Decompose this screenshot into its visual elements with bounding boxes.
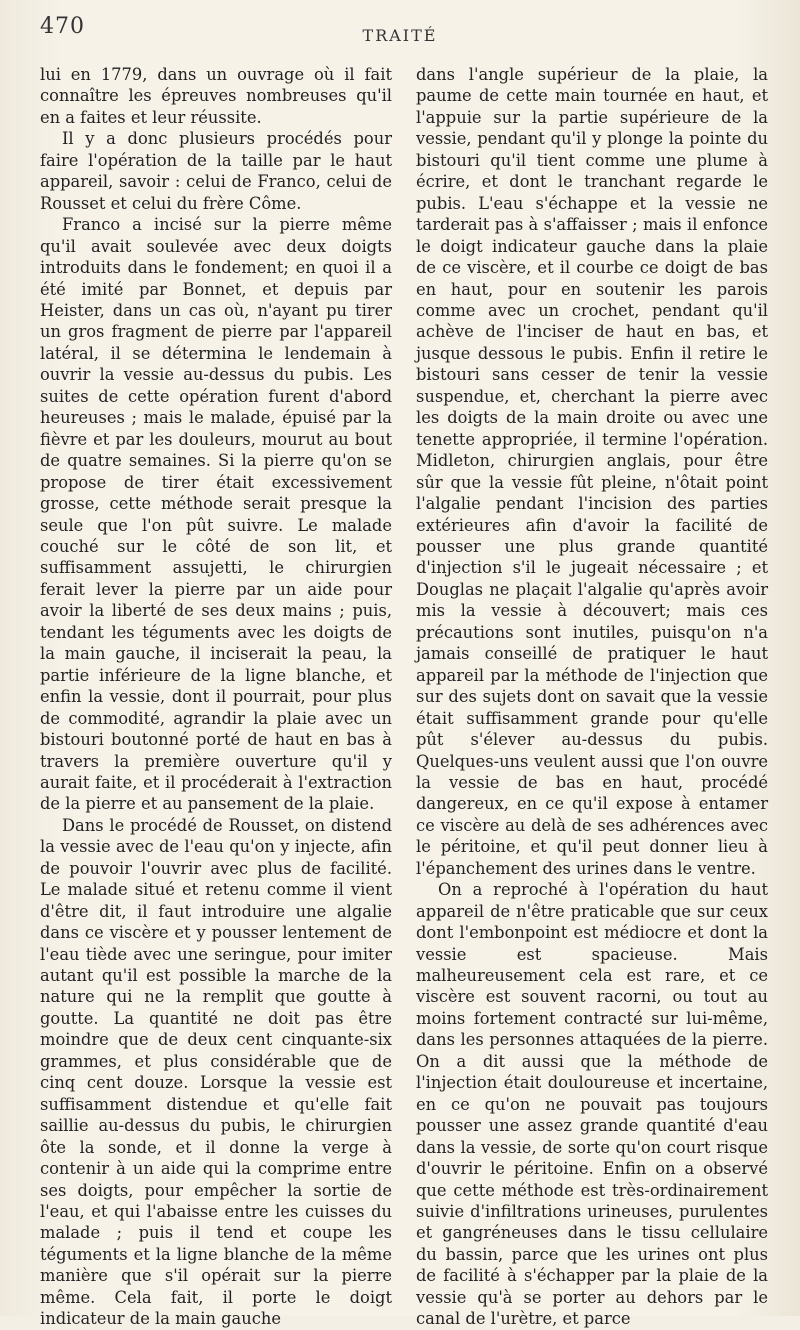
page-number: 470 [40, 14, 85, 39]
paragraph: lui en 1779, dans un ouvrage où il fait connaître les épreuves nombreuses qu'il en a faites et leur réussite. [40, 65, 392, 127]
left-text-column [40, 64, 392, 1330]
right-text-column [416, 64, 768, 1330]
paragraph: Dans le procédé de Rousset, on distend la vessie avec de l'eau qu'on y injecte, afin de pouvoir l'ouvrir avec plus de facilité. Le malade situé et retenu comme il vient d'être dit, il faut introduire une algalie dans ce viscère et y pousser lentement de l'eau tiède avec une seringue, pour imiter autant qu'il est possible la marche de la nature qui ne la remplit que goutte à goutte. La quantité ne doit pas être moindre que de deux cent cinquante-six grammes, et plus considérable que de cinq cent douze. Lorsque la vessie est suffisamment distendue et qu'elle fait saillie au-dessus du pubis, le chirurgien ôte la sonde, et il donne la verge à contenir à un aide qui la comprime entre ses doigts, pour empêcher la sortie de l'eau, et qui l'abaisse entre les cuisses du malade ; puis il tend et coupe les téguments et la ligne blanche de la même manière que s'il opérait sur la pierre même. Cela fait, il porte le doigt indicateur de la main gauche [40, 815, 392, 1329]
paragraph: dans l'angle supérieur de la plaie, la paume de cette main tournée en haut, et l'appuie sur la partie supérieure de la vessie, pendant qu'il y plonge la pointe du bistouri qu'il tient comme une plume à écrire, et dont le tranchant regarde le pubis. L'eau s'échappe et la vessie ne tarderait pas à s'affaisser ; mais il enfonce le doigt indicateur gauche dans la plaie de ce viscère, et il courbe ce doigt de bas en haut, pour en soutenir les parois comme avec un crochet, pendant qu'il achève de l'inciser de haut en bas, et jusque dessous le pubis. Enfin il retire le bistouri sans cesser de tenir la vessie suspendue, et, cherchant la pierre avec les doigts de la main droite ou avec une tenette appropriée, il termine l'opération. Midleton, chirurgien anglais, pour être sûr que la vessie fût pleine, n'ôtait point l'algalie pendant l'incision des parties extérieures afin d'avoir la facilité de pousser une plus grande quantité d'injection s'il le jugeait nécessaire ; et Douglas ne plaçait l'algalie qu'après avoir mis la vessie à découvert; mais ces précautions sont inutiles, puisqu'on n'a jamais conseillé de pratiquer le haut appareil par la méthode de l'injection que sur des sujets dont on savait que la vessie était suffisamment grande pour qu'elle pût s'élever au-dessus du pubis. Quelques-uns veulent aussi que l'on ouvre la vessie de bas en haut, procédé dangereux, en ce qu'il expose à entamer ce viscère au delà de ses adhérences avec le péritoine, et qu'il peut donner lieu à l'épanchement des urines dans le ventre. [416, 65, 768, 878]
paragraph: Il y a donc plusieurs procédés pour faire l'opération de la taille par le haut appareil, savoir : celui de Franco, celui de Rousset et celui du frère Côme. [40, 129, 392, 213]
paragraph: On a reproché à l'opération du haut appareil de n'être praticable que sur ceux dont l'embonpoint est médiocre et dont la vessie est spacieuse. Mais malheureusement cela est rare, et ce viscère est souvent racorni, ou tout au moins fortement contracté sur lui-même, dans les personnes attaquées de la pierre. On a dit aussi que la méthode de l'injection était douloureuse et incertaine, en ce qu'on ne pouvait pas toujours pousser une assez grande quantité d'eau dans la vessie, de sorte qu'on court risque d'ouvrir le péritoine. Enfin on a observé que cette méthode est très-ordinairement suivie d'infiltrations urineuses, purulentes et gangréneuses dans le tissu cellulaire du bassin, parce que les urines ont plus de facilité à s'échapper par la plaie de la vessie qu'à se porter au dehors par le canal de l'urètre, et parce [416, 880, 768, 1329]
paragraph: Franco a incisé sur la pierre même qu'il avait soulevée avec deux doigts introduits dans le fondement; en quoi il a été imité par Bonnet, et depuis par Heister, dans un cas où, n'ayant pu tirer un gros fragment de pierre par l'appareil latéral, il se détermina le lendemain à ouvrir la vessie au-dessus du pubis. Les suites de cette opération furent d'abord heureuses ; mais le malade, épuisé par la fièvre et par les douleurs, mourut au bout de quatre semaines. Si la pierre qu'on se propose de tirer était excessivement grosse, cette méthode serait presque la seule que l'on pût suivre. Le malade couché sur le côté de son lit, et suffisamment assujetti, le chirurgien ferait lever la pierre par un aide pour avoir la liberté de ses deux mains ; puis, tendant les téguments avec les doigts de la main gauche, il inciserait la peau, la partie inférieure de la ligne blanche, et enfin la vessie, dont il pourrait, pour plus de commodité, agrandir la plaie avec un bistouri boutonné porté de haut en bas à travers la première ouverture qu'il y aurait faite, et il procéderait à l'extraction de la pierre et au pansement de la plaie. [40, 215, 392, 814]
running-title: TRAITÉ [362, 26, 438, 45]
